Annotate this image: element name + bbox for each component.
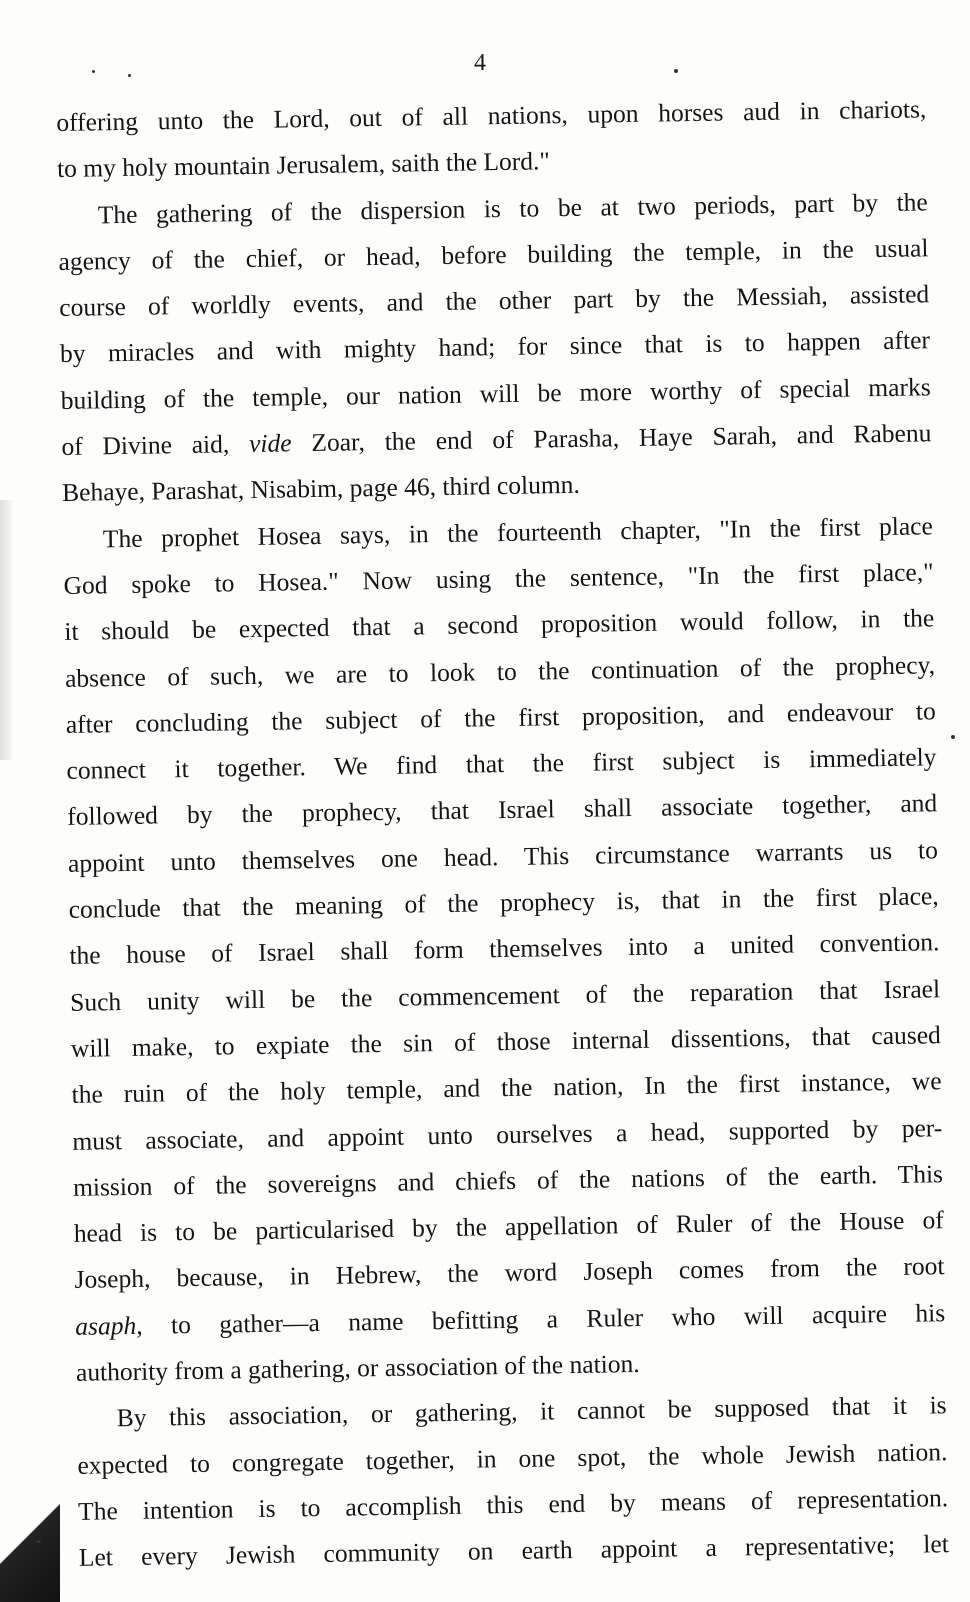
text-line: authority from a gathering, or association of the nation. — [75, 1349, 640, 1387]
text-line: followed by the prophecy, that Israel shall associate together, and — [67, 788, 938, 832]
text-line: building of the temple, our nation will be more worthy of special marks — [60, 372, 931, 415]
binding-shadow — [0, 1482, 60, 1602]
text-line: to my holy mountain Jerusalem, saith the Lord." — [56, 146, 550, 184]
text-line: By this association, or gathering, it cannot be supposed that it is — [116, 1390, 947, 1433]
page-number: 4 — [474, 50, 486, 76]
text-line: Such unity will be the commencement of the reparation that Israel — [69, 973, 941, 1017]
page-edge-shadow — [0, 500, 14, 760]
text-line: connect it together. We find that the first subject is immediately — [66, 742, 937, 786]
text-line: appoint unto themselves one head. This circumstance warrants us to — [67, 834, 939, 878]
text-line: of Divine aid, vide Zoar, the end of Parasha, Haye Sarah, and Rabenu — [61, 418, 932, 462]
text-line: expected to congregate together, in one spot, the whole Jewish nation. — [77, 1436, 948, 1480]
text-line: offering unto the Lord, out of all nations, upon horses aud in chariots, — [56, 94, 927, 137]
text-line: Behaye, Parashat, Nisabim, page 46, third column. — [61, 470, 581, 508]
text-line: agency of the chief, or head, before building the temple, in the usual — [58, 233, 929, 276]
text-line: The prophet Hosea says, in the fourteenth chapter, "In the first place — [102, 510, 934, 553]
text-line: mission of the sovereigns and chiefs of the nations of the earth. This — [72, 1159, 944, 1202]
text-line: course of worldly events, and the other part by the Messiah, assisted — [59, 279, 930, 323]
body-text — [56, 86, 949, 1581]
text-line: The gathering of the dispersion is to be at two periods, part by the — [97, 186, 928, 229]
ink-speck — [951, 735, 955, 739]
text-line: after concluding the subject of the first proposition, and endeavour to — [65, 696, 936, 739]
text-line: God spoke to Hosea." Now using the sentence, "In the first place," — [63, 557, 934, 600]
text-line: the house of Israel shall form themselves into a united convention. — [69, 927, 940, 971]
text-line: asaph, to gather—a name befitting a Ruler who will acquire his — [75, 1297, 946, 1341]
ink-speck — [36, 1540, 41, 1543]
text-line: The intention is to accomplish this end by means of representation. — [77, 1483, 949, 1526]
text-line: the ruin of the holy temple, and the nation, In the first instance, we — [71, 1066, 942, 1110]
text-line: absence of such, we are to look to the continuation of the prophecy, — [64, 649, 936, 693]
text-line: must associate, and appoint unto ourselves a head, supported by per- — [72, 1112, 943, 1156]
text-line: will make, to expiate the sin of those internal dissentions, that caused — [70, 1020, 942, 1063]
text-line: head is to be particularised by the appellation of Ruler of the House of — [73, 1205, 944, 1248]
text-line: Joseph, because, in Hebrew, the word Joseph comes from the root — [74, 1251, 945, 1295]
text-line: conclude that the meaning of the prophecy is, that in the first place, — [68, 881, 939, 924]
text-line: by miracles and with mighty hand; for since that is to happen after — [59, 325, 931, 369]
text-line: it should be expected that a second proposition would follow, in the — [64, 603, 935, 647]
text-line: Let every Jewish community on earth appoint a representative; let — [78, 1529, 950, 1573]
